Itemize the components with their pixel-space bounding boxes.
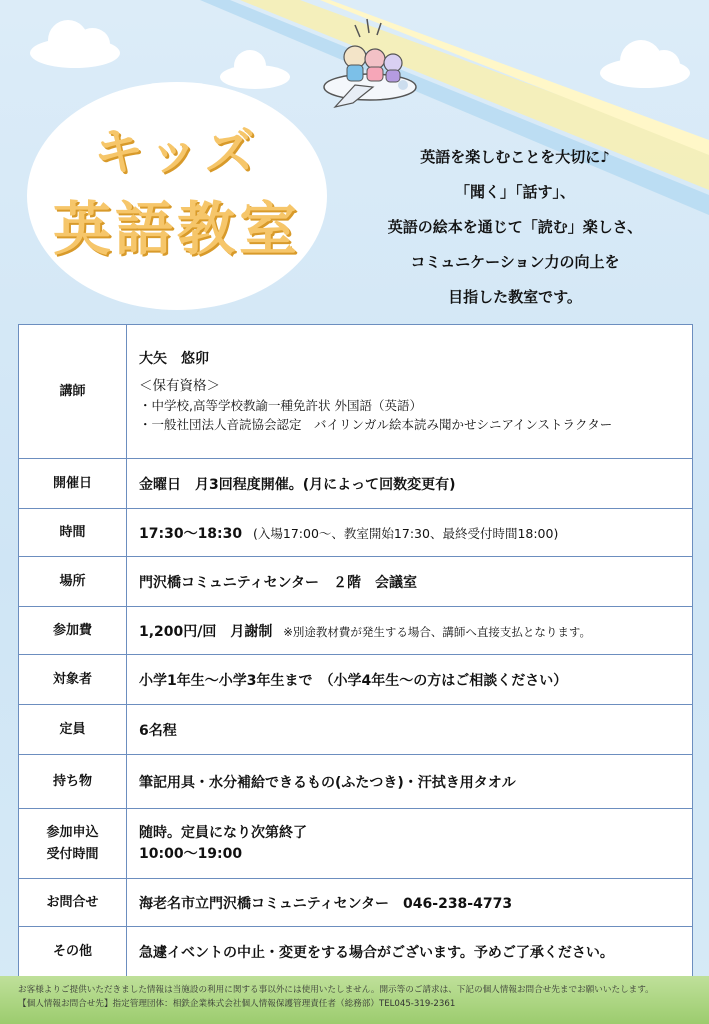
table-row-time xyxy=(19,509,693,557)
cloud-icon xyxy=(600,40,690,90)
qualification-heading: ＜保有資格＞ xyxy=(139,377,220,394)
row-label: 時間 xyxy=(19,509,127,557)
table-row-place xyxy=(19,557,693,607)
cloud-icon xyxy=(30,20,120,70)
fee-main: 1,200円/回 月謝制 xyxy=(139,623,273,640)
row-label: 持ち物 xyxy=(19,755,127,809)
cloud-icon xyxy=(220,50,290,90)
intro-line: 「聞く」「話す」、 xyxy=(454,183,575,201)
row-label: 参加費 xyxy=(19,607,127,655)
table-row-fee xyxy=(19,607,693,655)
row-label: 講師 xyxy=(19,325,127,459)
label-line: 参加申込 xyxy=(46,824,99,840)
table-row-target xyxy=(19,655,693,705)
row-label: お問合せ xyxy=(19,879,127,927)
fee-note: ※別途教材費が発生する場合、講師へ直接支払となります。 xyxy=(283,624,591,639)
apply-line: 随時。定員になり次第終了 xyxy=(139,824,307,841)
intro-text xyxy=(345,140,685,315)
row-label: その他 xyxy=(19,927,127,977)
row-value: 門沢橋コミュニティセンター ２階 会議室 xyxy=(127,557,693,607)
intro-line: 英語の絵本を通じて「読む」楽しさ、 xyxy=(387,218,643,236)
row-value xyxy=(127,325,693,459)
title-circle xyxy=(27,82,327,310)
intro-line: コミュニケーション力の向上を xyxy=(410,253,620,271)
row-value xyxy=(127,607,693,655)
row-label: 対象者 xyxy=(19,655,127,705)
title-line-2: 英語教室 xyxy=(52,195,301,263)
row-value: 6名程 xyxy=(127,705,693,755)
row-label: 開催日 xyxy=(19,459,127,509)
row-value: 筆記用具・水分補給できるもの(ふたつき)・汗拭き用タオル xyxy=(127,755,693,809)
row-value xyxy=(127,509,693,557)
row-value: 急遽イベントの中止・変更をする場合がございます。予めご了承ください。 xyxy=(127,927,693,977)
info-table xyxy=(18,324,693,977)
time-note: (入場17:00〜、教室開始17:30、最終受付時間18:00) xyxy=(253,525,559,541)
title-line-1: キッズ xyxy=(93,123,261,181)
footer-line: お客様よりご提供いただきました情報は当施設の利用に関する事以外には使用いたしません。開示等のご請求は、下記の個人情報お問合せ先までお願いいたします。 xyxy=(18,985,654,995)
table-row-other xyxy=(19,927,693,977)
qualification-item: ・中学校,高等学校教諭一種免許状 外国語（英語） xyxy=(139,397,422,413)
hero-area xyxy=(0,0,709,322)
table-row-apply xyxy=(19,809,693,879)
row-label: 定員 xyxy=(19,705,127,755)
row-value: 小学1年生〜小学3年生まで （小学4年生〜の方はご相談ください） xyxy=(127,655,693,705)
time-main: 17:30〜18:30 xyxy=(139,525,243,542)
row-label xyxy=(19,809,127,879)
label-line: 受付時間 xyxy=(46,846,99,862)
table-row-capacity xyxy=(19,705,693,755)
footer-line: 【個人情報お問合せ先】指定管理団体：相鉄企業株式会社個人情報保護管理責任者（総務部）TEL045-319-2361 xyxy=(18,999,456,1009)
apply-line: 10:00〜19:00 xyxy=(139,845,243,862)
airplane-with-animals-illustration xyxy=(315,15,425,110)
row-label: 場所 xyxy=(19,557,127,607)
table-row-contact xyxy=(19,879,693,927)
row-value xyxy=(127,809,693,879)
table-row-date xyxy=(19,459,693,509)
table-row-instructor xyxy=(19,325,693,459)
row-value: 海老名市立門沢橋コミュニティセンター 046-238-4773 xyxy=(127,879,693,927)
intro-line: 英語を楽しむことを大切に♪ xyxy=(420,148,610,166)
instructor-name: 大矢 悠卯 xyxy=(139,350,209,367)
intro-line: 目指した教室です。 xyxy=(448,288,582,306)
qualification-item: ・一般社団法人音読協会認定 バイリンガル絵本読み聞かせシニアインストラクター xyxy=(139,416,613,432)
row-value: 金曜日 月3回程度開催。(月によって回数変更有) xyxy=(127,459,693,509)
table-row-items xyxy=(19,755,693,809)
privacy-footer xyxy=(0,976,709,1024)
